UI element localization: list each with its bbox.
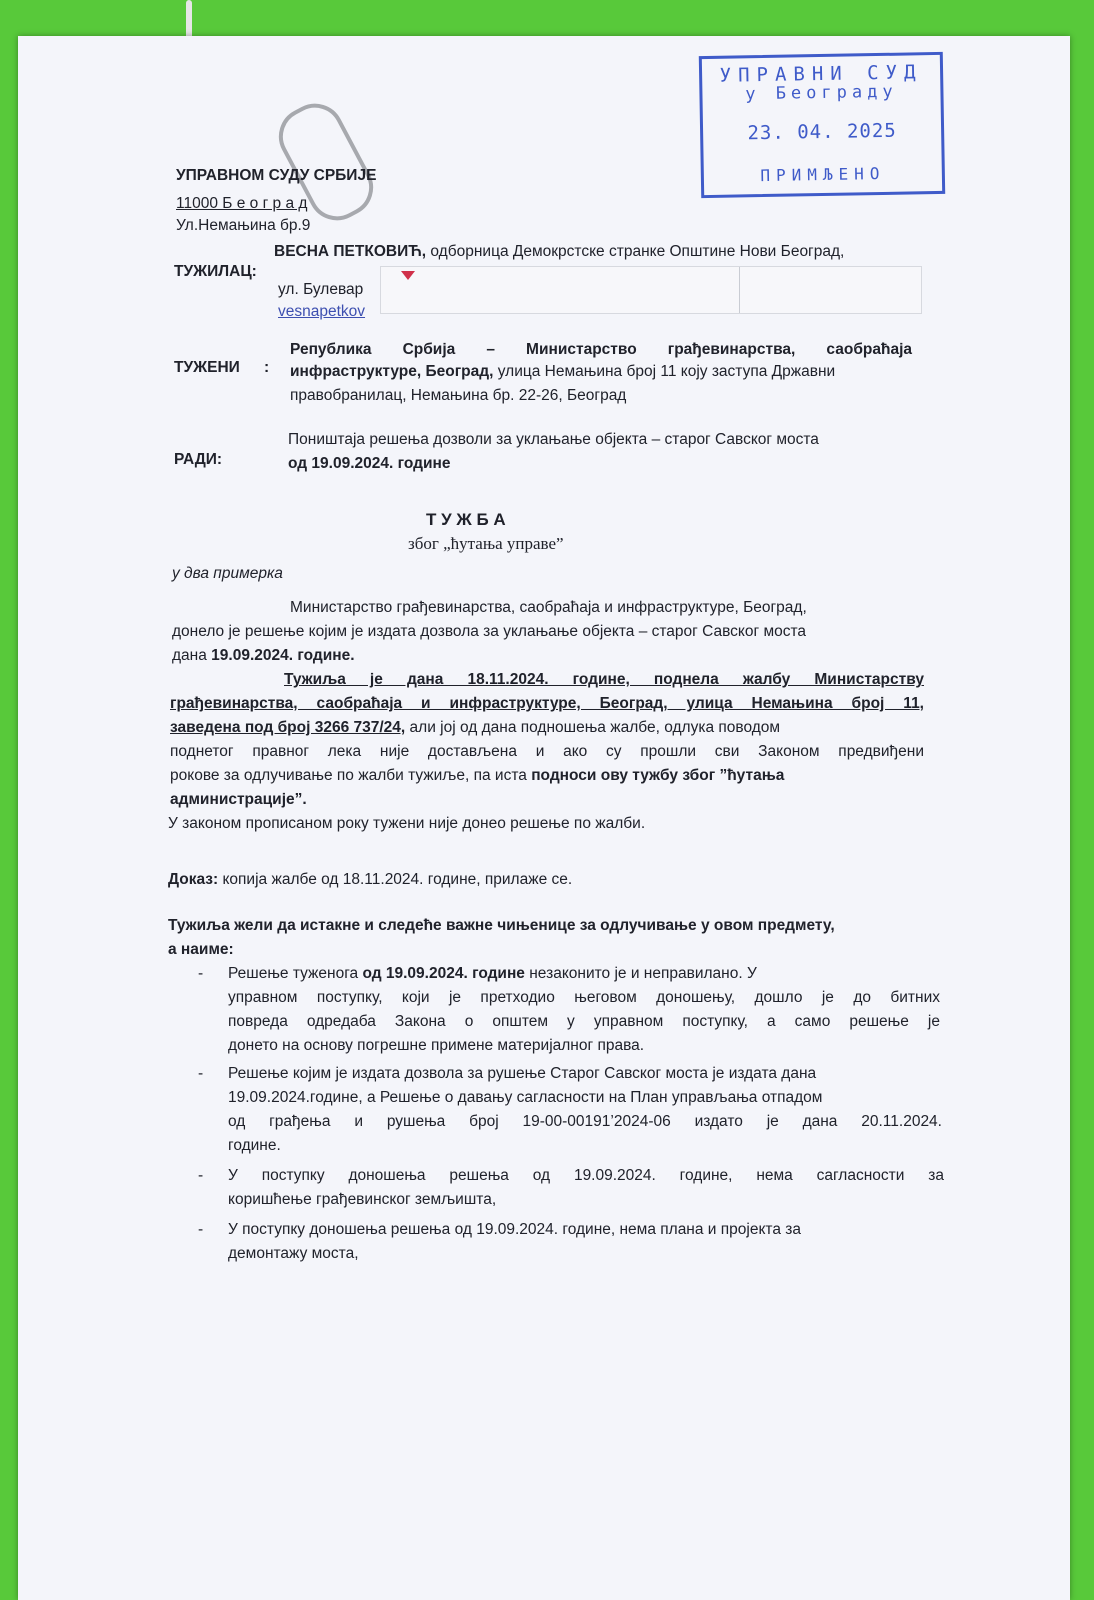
para2-line3-rest: али јој од дана подношења жалбе, одлука поводом xyxy=(409,719,781,736)
para1-line3 xyxy=(172,646,355,666)
subject-label: РАДИ: xyxy=(174,451,223,468)
bullet-2-line2: 19.09.2024.године, а Решење о давању сагласности на План управљања отпадом xyxy=(228,1089,823,1106)
para1-date-prefix: дана xyxy=(172,647,207,664)
copies-note: у два примерка xyxy=(172,565,283,582)
bullet-3-line2: коришћење грађевинског земљишта, xyxy=(228,1191,497,1208)
defendant-line2 xyxy=(290,362,835,382)
subject-line2: од 19.09.2024. године xyxy=(288,455,451,472)
bullet-2-line3: од грађења и рушења број 19-00-00191’2024-06 издато је дана 20.11.2024. xyxy=(228,1113,942,1130)
court-city: 11000 Б е о г р а д xyxy=(176,195,308,212)
para2-line5-bold: подноси ову тужбу због ”ћутања xyxy=(531,767,785,784)
bullet-1-date: од 19.09.2024. године xyxy=(362,965,525,982)
bullet-4-line1: У поступку доношења решења од 19.09.2024. године, нема плана и пројекта за xyxy=(228,1221,801,1238)
bullet-1-pre: Решење туженога xyxy=(228,965,359,982)
bullet-4-marker: - xyxy=(198,1221,204,1238)
bullet-1-line4: донето на основу погрешне примене материјалног права. xyxy=(228,1037,645,1054)
para2-line5-pre: рокове за одлучивање по жалби тужиље, па иста xyxy=(170,767,527,784)
facts-intro: Тужиља жели да истакне и следеће важне чињенице за одлучивање у овом предмету, xyxy=(168,917,835,934)
bullet-1-rest: незаконито је и неправилано. У xyxy=(529,965,757,982)
evidence-line xyxy=(168,870,572,890)
court-name: УПРАВНОМ СУДУ СРБИЈЕ xyxy=(176,167,377,184)
plaintiff-line xyxy=(274,242,844,262)
para2-line3 xyxy=(170,718,780,738)
court-street: Ул.Немањина бр.9 xyxy=(176,217,311,234)
stamp-status: ПРИМЉЕНО xyxy=(760,163,886,186)
defendant-line3: правобранилац, Немањина бр. 22-26, Београд xyxy=(290,387,627,404)
para2-line4: поднетог правног лека није достављена и ако су прошли сви Законом предвиђени xyxy=(170,743,924,760)
para2-line1: Тужиља је дана 18.11.2024. године, поднела жалбу Министарству xyxy=(284,671,924,688)
redaction-divider xyxy=(739,267,740,313)
defendant-ministry: инфраструктуре, Београд, xyxy=(290,363,494,380)
defendant-colon: : xyxy=(264,359,270,376)
plaintiff-email: vesnapetkov xyxy=(278,303,366,320)
stamp-court: УПРАВНИ СУД xyxy=(719,61,923,87)
document-page xyxy=(18,36,1070,1600)
para2-line5 xyxy=(170,766,784,786)
plaintiff-label: ТУЖИЛАЦ: xyxy=(174,263,257,280)
subject-line1: Поништаја решења дозволи за уклањање објекта – старог Савског моста xyxy=(288,431,819,448)
bullet-1-line1 xyxy=(228,964,757,984)
cursor-marker-icon xyxy=(401,271,415,280)
para2-reference: заведена под број 3266 737/24, xyxy=(170,719,406,736)
stamp-city: у Београду xyxy=(745,81,898,105)
facts-intro-2: а наиме: xyxy=(168,941,234,958)
bullet-4-line2: демонтажу моста, xyxy=(228,1245,359,1262)
bullet-3-line1: У поступку доношења решења од 19.09.2024. године, нема сагласности за xyxy=(228,1167,944,1184)
evidence-label: Доказ: xyxy=(168,871,219,888)
para1-line1: Министарство грађевинарства, саобраћаја и инфраструктуре, Београд, xyxy=(290,599,807,616)
evidence-text: копија жалбе од 18.11.2024. године, прилаже се. xyxy=(222,871,573,888)
defendant-label: ТУЖЕНИ xyxy=(174,359,240,376)
para2-line6: администрације”. xyxy=(170,791,307,808)
defendant-address: улица Немањина број 11 коју заступа Државни xyxy=(497,363,836,380)
bullet-2-marker: - xyxy=(198,1065,204,1082)
para1-line2: донело је решење којим је издата дозвола за уклањање објекта – старог Савског моста xyxy=(172,623,807,640)
redacted-area xyxy=(380,266,922,314)
bullet-1-line2: управном поступку, који је претходио његовом доношењу, дошло је до битних xyxy=(228,989,940,1006)
plaintiff-name: ВЕСНА ПЕТКОВИЋ, xyxy=(274,243,427,260)
stamp-date: 23. 04. 2025 xyxy=(747,119,897,145)
para1-date: 19.09.2024. године. xyxy=(211,647,355,664)
defendant-line1: Република Србија – Министарство грађевинарства, саобраћаја xyxy=(290,341,912,358)
received-stamp xyxy=(699,52,945,198)
para2-line7: У законом прописаном року тужени није донео решење по жалби. xyxy=(168,815,646,832)
bullet-1-line3: повреда одредаба Закона о општем у управном поступку, а само решење је xyxy=(228,1013,940,1030)
bullet-2-line1: Решење којим је издата дозвола за рушење Старог Савског моста је издата дана xyxy=(228,1065,817,1082)
plaintiff-address: ул. Булевар xyxy=(278,281,364,298)
plaintiff-desc: одборница Демокрстске странке Општине Нови Београд, xyxy=(430,243,845,260)
document-title: Т У Ж Б А xyxy=(426,510,506,529)
para2-line2: грађевинарства, саобраћаја и инфраструктуре, Београд, улица Немањина број 11, xyxy=(170,695,924,712)
bullet-2-line4: године. xyxy=(228,1137,281,1154)
bullet-1-marker: - xyxy=(198,965,204,982)
document-subtitle: због „ћутања управе” xyxy=(408,534,564,553)
bullet-3-marker: - xyxy=(198,1167,204,1184)
